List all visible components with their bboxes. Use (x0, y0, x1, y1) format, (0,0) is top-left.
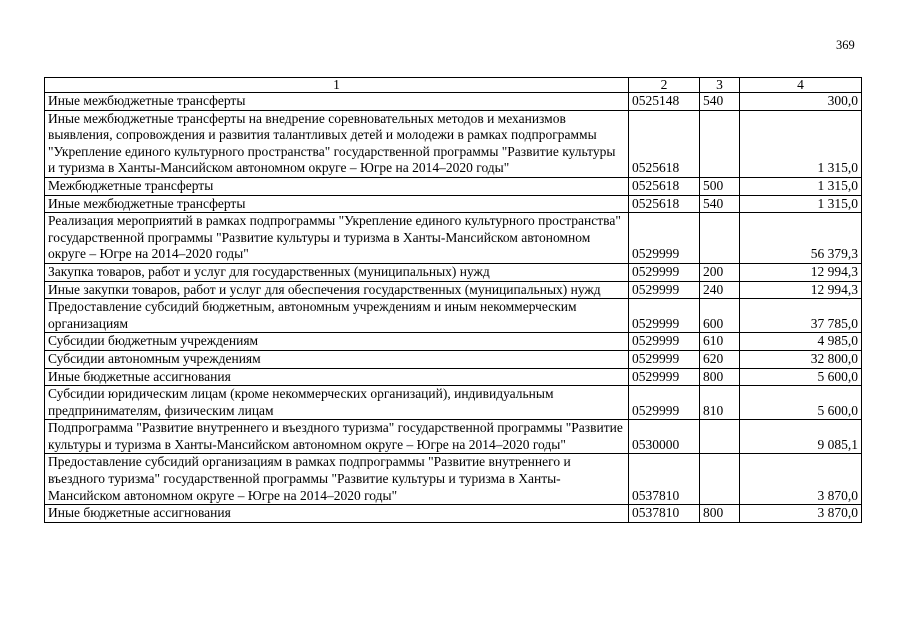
row-type-cell: 800 (700, 368, 740, 386)
row-name-cell: Подпрограмма "Развитие внутреннего и въездного туризма" государственной программы "Развитие культуры и туризма в Ханты-Мансийском автономном округе – Югре на 2014–2020 годы" (45, 420, 629, 454)
row-amount-cell: 32 800,0 (740, 350, 862, 368)
row-code-cell: 0529999 (629, 368, 700, 386)
table-row (45, 350, 862, 368)
row-amount-cell: 37 785,0 (740, 299, 862, 333)
header-col-1: 1 (45, 78, 629, 93)
row-type-cell (700, 420, 740, 454)
row-name-cell: Иные закупки товаров, работ и услуг для обеспечения государственных (муниципальных) нужд (45, 281, 629, 299)
row-amount-cell: 1 315,0 (740, 195, 862, 213)
row-type-cell: 800 (700, 505, 740, 523)
table-row (45, 420, 862, 454)
row-amount-cell: 1 315,0 (740, 177, 862, 195)
row-name-cell: Субсидии автономным учреждениям (45, 350, 629, 368)
row-name-cell: Иные бюджетные ассигнования (45, 505, 629, 523)
row-type-cell (700, 110, 740, 177)
row-code-cell: 0529999 (629, 299, 700, 333)
row-name-cell: Иные межбюджетные трансферты (45, 195, 629, 213)
row-name-cell: Субсидии юридическим лицам (кроме некоммерческих организаций), индивидуальным предпринимателям, физическим лицам (45, 386, 629, 420)
table-row (45, 195, 862, 213)
table-row (45, 281, 862, 299)
row-type-cell: 200 (700, 263, 740, 281)
row-name-cell: Межбюджетные трансферты (45, 177, 629, 195)
row-code-cell: 0529999 (629, 213, 700, 264)
row-type-cell (700, 454, 740, 505)
row-name-cell: Предоставление субсидий организациям в рамках подпрограммы "Развитие внутреннего и въездного туризма" государственной программы "Развитие культуры и туризма в Ханты-Мансийском автономном округе – Югре на 2014–2020 годы" (45, 454, 629, 505)
page-number: 369 (836, 38, 855, 52)
row-code-cell: 0525618 (629, 195, 700, 213)
header-col-3: 3 (700, 78, 740, 93)
budget-table (44, 77, 862, 523)
table-row (45, 386, 862, 420)
row-name-cell: Иные межбюджетные трансферты на внедрение соревновательных методов и механизмов выявления, сопровождения и развития талантливых детей и молодежи в рамках подпрограммы "Укрепление единого культурного пространства" государственной программы "Развитие культуры и туризма в Ханты-Мансийском автономном округе – Югре на 2014–2020 годы" (45, 110, 629, 177)
row-amount-cell: 300,0 (740, 93, 862, 111)
row-type-cell: 810 (700, 386, 740, 420)
row-code-cell: 0529999 (629, 350, 700, 368)
header-col-2: 2 (629, 78, 700, 93)
row-amount-cell: 56 379,3 (740, 213, 862, 264)
row-type-cell: 540 (700, 93, 740, 111)
row-name-cell: Иные межбюджетные трансферты (45, 93, 629, 111)
row-name-cell: Реализация мероприятий в рамках подпрограммы "Укрепление единого культурного пространства" государственной программы "Развитие культуры и туризма в Ханты-Мансийском автономном округе – Югре на 2014–2020 годы" (45, 213, 629, 264)
row-code-cell: 0529999 (629, 333, 700, 351)
row-amount-cell: 3 870,0 (740, 454, 862, 505)
row-amount-cell: 12 994,3 (740, 281, 862, 299)
row-type-cell (700, 213, 740, 264)
table-row (45, 454, 862, 505)
table-row (45, 333, 862, 351)
row-type-cell: 610 (700, 333, 740, 351)
table-row (45, 368, 862, 386)
row-code-cell: 0537810 (629, 505, 700, 523)
row-code-cell: 0529999 (629, 263, 700, 281)
row-amount-cell: 3 870,0 (740, 505, 862, 523)
row-name-cell: Иные бюджетные ассигнования (45, 368, 629, 386)
row-amount-cell: 9 085,1 (740, 420, 862, 454)
row-type-cell: 540 (700, 195, 740, 213)
row-name-cell: Предоставление субсидий бюджетным, автономным учреждениям и иным некоммерческим организациям (45, 299, 629, 333)
row-code-cell: 0529999 (629, 386, 700, 420)
table-row (45, 299, 862, 333)
row-code-cell: 0525148 (629, 93, 700, 111)
row-type-cell: 620 (700, 350, 740, 368)
row-name-cell: Закупка товаров, работ и услуг для государственных (муниципальных) нужд (45, 263, 629, 281)
table-row (45, 177, 862, 195)
table-header-row (45, 78, 862, 93)
table-row (45, 93, 862, 111)
row-code-cell: 0525618 (629, 110, 700, 177)
row-code-cell: 0529999 (629, 281, 700, 299)
row-amount-cell: 1 315,0 (740, 110, 862, 177)
row-amount-cell: 5 600,0 (740, 386, 862, 420)
row-code-cell: 0525618 (629, 177, 700, 195)
row-amount-cell: 5 600,0 (740, 368, 862, 386)
header-col-4: 4 (740, 78, 862, 93)
table-row (45, 263, 862, 281)
row-code-cell: 0530000 (629, 420, 700, 454)
row-code-cell: 0537810 (629, 454, 700, 505)
row-type-cell: 500 (700, 177, 740, 195)
row-name-cell: Субсидии бюджетным учреждениям (45, 333, 629, 351)
row-type-cell: 600 (700, 299, 740, 333)
table-row (45, 213, 862, 264)
row-type-cell: 240 (700, 281, 740, 299)
table-row (45, 505, 862, 523)
row-amount-cell: 12 994,3 (740, 263, 862, 281)
row-amount-cell: 4 985,0 (740, 333, 862, 351)
table-row (45, 110, 862, 177)
